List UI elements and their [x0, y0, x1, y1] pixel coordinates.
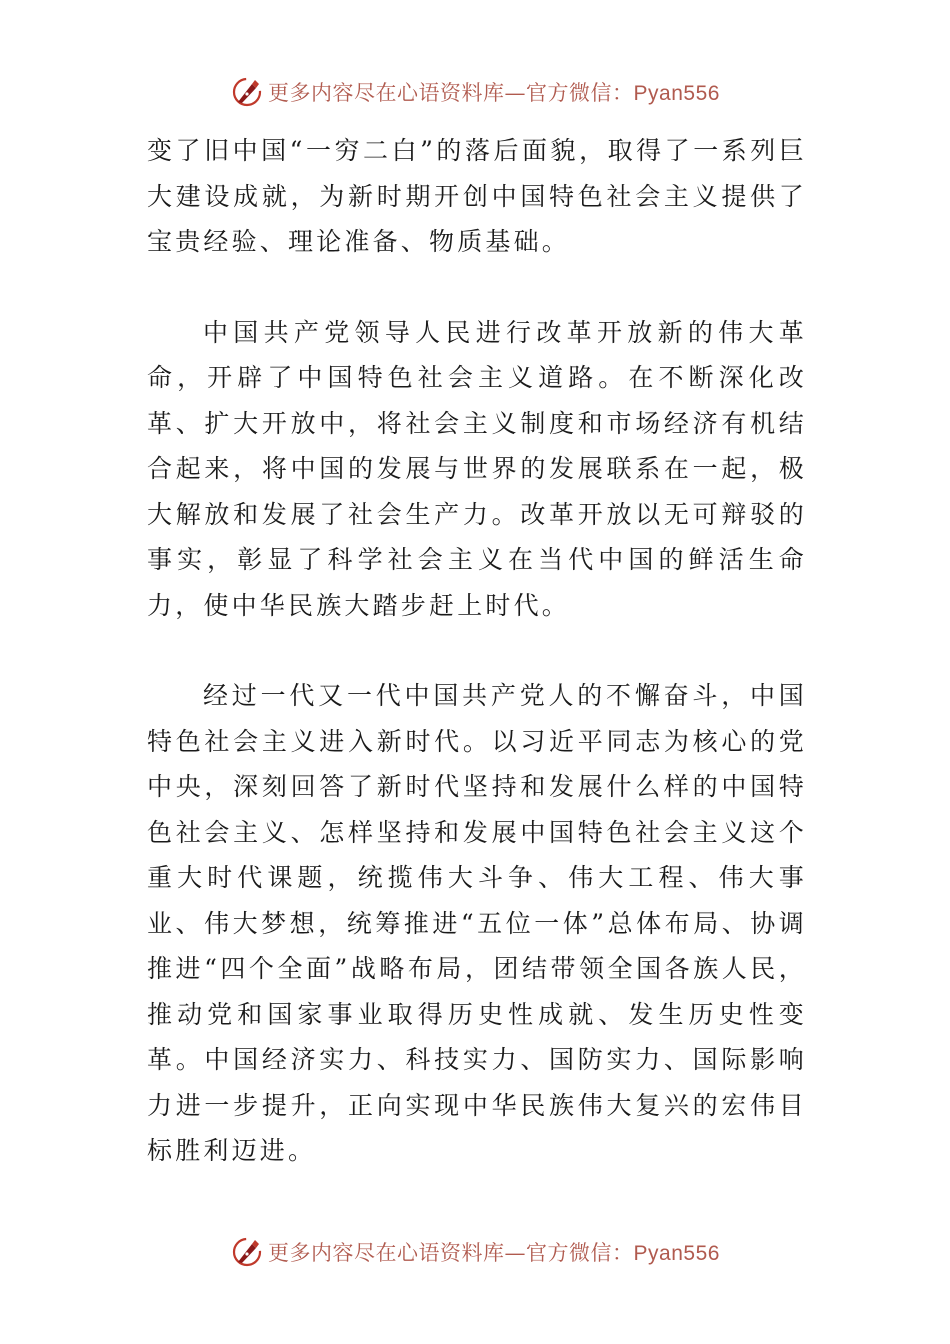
- header-banner-text: [268, 77, 720, 107]
- footer-banner-text: [268, 1237, 720, 1267]
- footer-banner: [0, 1232, 950, 1272]
- footer-banner-account: Pyan556: [633, 1242, 720, 1265]
- header-banner-account: Pyan556: [633, 82, 720, 105]
- pen-nib-logo-icon: [230, 75, 264, 109]
- header-banner: [0, 72, 950, 112]
- header-banner-label: 更多内容尽在心语资料库—官方微信：: [268, 81, 634, 105]
- paragraph-3: 经过一代又一代中国共产党人的不懈奋斗，中国特色社会主义进入新时代。以习近平同志为核心的党中央，深刻回答了新时代坚持和发展什么样的中国特色社会主义、怎样坚持和发展中国特色社会主义这个重大时代课题，统揽伟大斗争、伟大工程、伟大事业、伟大梦想，统筹推进“五位一体”总体布局、协调推进“四个全面”战略布局，团结带领全国各族人民，推动党和国家事业取得历史性成就、发生历史性变革。中国经济实力、科技实力、国防实力、国际影响力进一步提升，正向实现中华民族伟大复兴的宏伟目标胜利迈进。: [147, 681, 807, 1165]
- document-body: [147, 128, 807, 1174]
- pen-nib-logo-icon: [230, 1235, 264, 1269]
- paragraph-1: 变了旧中国“一穷二白”的落后面貌，取得了一系列巨大建设成就，为新时期开创中国特色社会主义提供了宝贵经验、理论准备、物质基础。: [147, 136, 807, 256]
- footer-banner-label: 更多内容尽在心语资料库—官方微信：: [268, 1241, 634, 1265]
- paragraph-2: 中国共产党领导人民进行改革开放新的伟大革命，开辟了中国特色社会主义道路。在不断深化改革、扩大开放中，将社会主义制度和市场经济有机结合起来，将中国的发展与世界的发展联系在一起，极大解放和发展了社会生产力。改革开放以无可辩驳的事实，彰显了科学社会主义在当代中国的鲜活生命力，使中华民族大踏步赶上时代。: [147, 317, 807, 620]
